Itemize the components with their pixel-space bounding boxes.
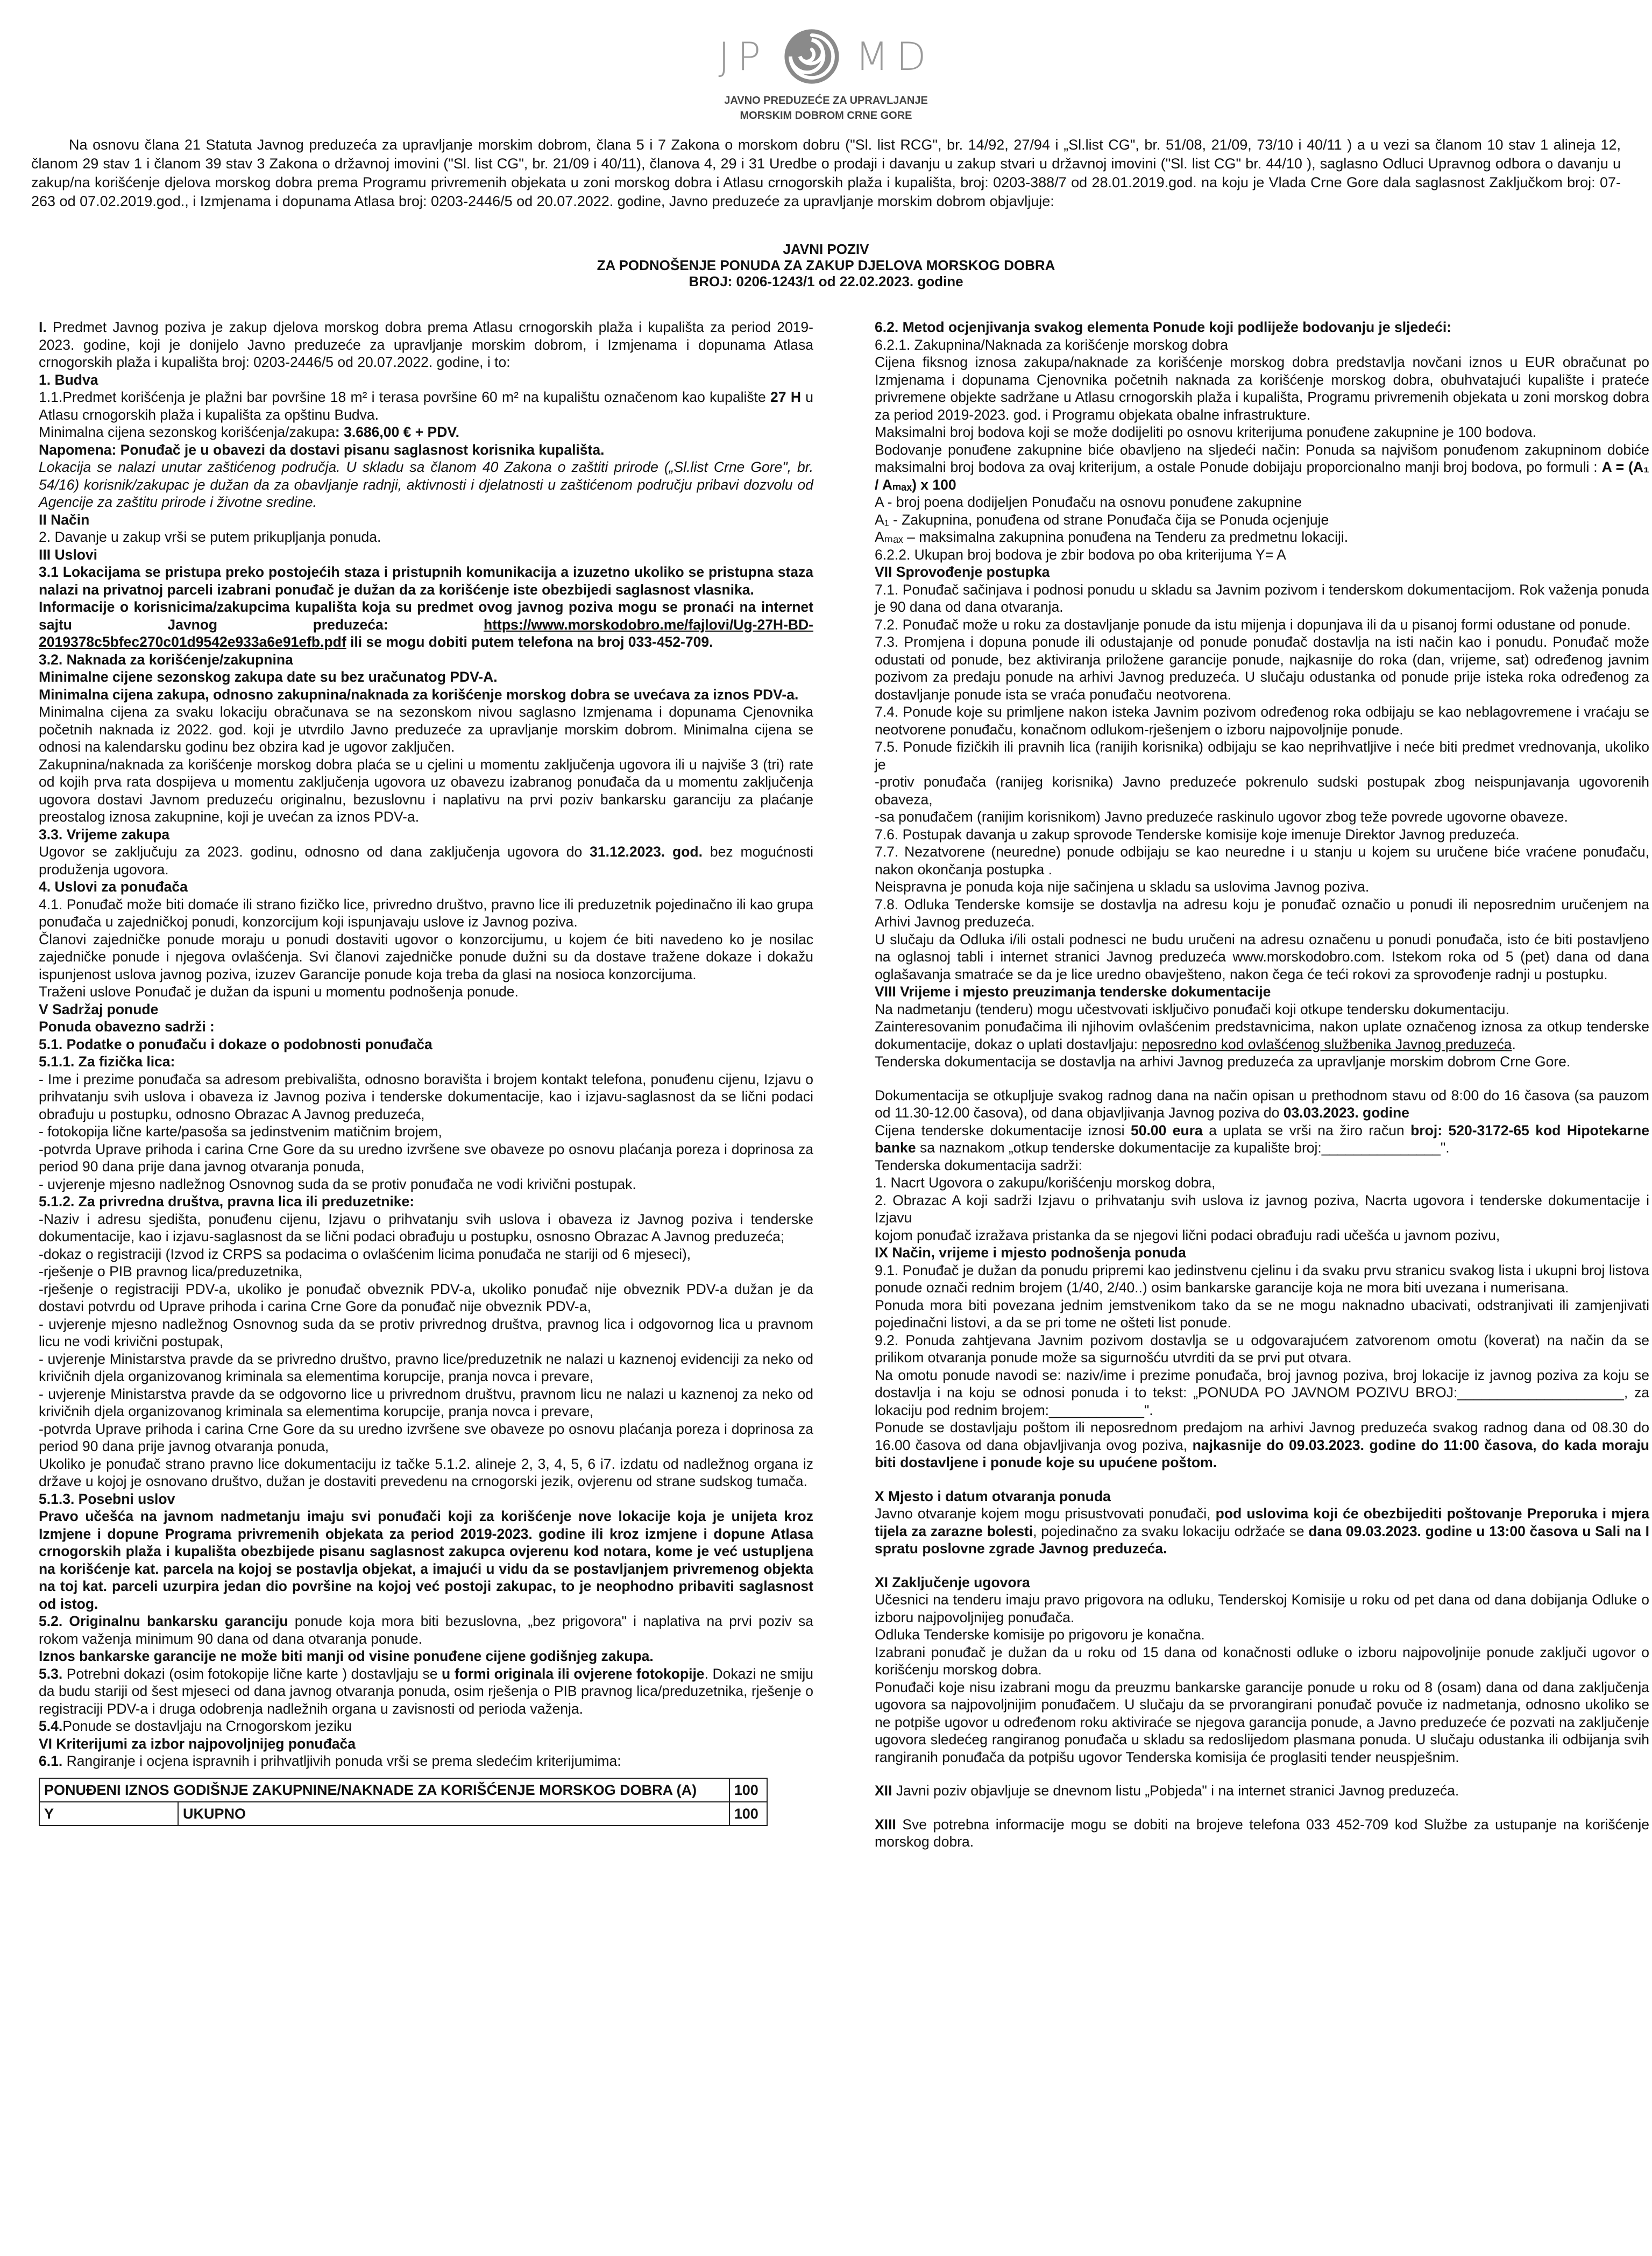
table-cell: 100: [729, 1802, 767, 1826]
list-item: Ukoliko je ponuđač strano pravno lice dokumentaciju iz tačke 5.1.2. alineje 2, 3, 4, 5, 6 i7. izdatu od nadležnog organa iz države u kojoj je osnovano društvo, dužan je dostaviti prevedenu na crnogorski jezik, ovjerenu od strane sudskog tumača.: [39, 1455, 813, 1489]
heading-x: X Mjesto i datum otvaranja ponuda: [875, 1488, 1111, 1504]
org-name-line1: JAVNO PREDUZEĆE ZA UPRAVLJANJE: [724, 95, 928, 107]
deadline: najkasnije do 09.03.2023. godine do 11:00 časova, do kada moraju biti dostavljene i ponude koje su upućene poštom.: [875, 1437, 1649, 1470]
ix-p5: [875, 1419, 1649, 1472]
lokacija-note: Lokacija se nalazi unutar zaštićenog područja. U skladu sa članom 40 Zakona o zaštiti prirode („Sl.list Crne Gore", br. 54/16) korisnik/zakupac je dužan da za obavljanje radnji, aktivnosti i djelatnosti u zaštićenom području pribavi dozvolu od Agencije za zaštitu prirode i životne sredine.: [39, 459, 813, 510]
title-line1: JAVNI POZIV: [783, 241, 869, 257]
item-text: Potrebni dokazi (osim fotokopije lične karte ) dostavljaju se: [62, 1665, 442, 1682]
xii-text: [875, 1782, 1649, 1800]
bodovanje: [875, 441, 1649, 494]
garancija-note: Iznos bankarske garancije ne može biti manji od visine ponuđene cijene godišnjeg zakupa.: [39, 1648, 654, 1664]
opening-date: dana 09.03.2023. godine u 13:00 časova u Sali na I spratu poslovne zgrade Javnog preduzeća.: [875, 1523, 1649, 1557]
dokumentacija-p6: kojom ponuđač izražava pristanka da se njegovi lični podaci obrađuju radi učešća u javnom pozivu,: [875, 1227, 1500, 1243]
ix-p3: 9.2. Ponuda zahtjevana Javnim pozivom dostavlja se u odgovarajućem zatvorenom omotu (koverat) na način da se prilikom otvaranja ponude može sa sigurnošću utvrditi da se prvi put otvara.: [875, 1332, 1649, 1366]
text: sa naznakom „otkup tenderske dokumentacije za kupalište broj:_______________".: [916, 1140, 1450, 1156]
sprov-item: 7.8. Odluka Tenderske komsije se dostavlja na adresu koju je ponuđač označio u ponudi ili neposrednim uručenjem na Arhivi Javnog preduzeća.: [875, 896, 1649, 930]
zakupnina-text: Cijena fiksnog iznosa zakupa/naknade za korišćenje morskog dobra predstavlja novčani iznos u EUR obračunat po Izmjenama i dopunama Cjenovnika početnih naknada za korišćenje morskog dobra, obuhvatajući kupalište i prateće privremene objekte sadržane u Atlasu crnogorskih plaža i kupališta, Programu privremenih objekata u zoni morskog dobra za period 2019-2023. god. i Programu objekata obalne infrastrukture.: [875, 354, 1649, 423]
vrijeme-p1: Na nadmetanju (tenderu) mogu učestvovati isključivo ponuđači koji otkupe tendersku dokumentaciju.: [875, 1001, 1509, 1017]
underlined-text: neposredno kod ovlašćenog službenika Javnog preduzeća: [1141, 1036, 1512, 1052]
info-korisnici: [39, 598, 813, 651]
right-column: [875, 319, 1649, 1851]
text: Ponude se dostavljaju poštom ili neposrednom predajom na arhivi Javnog preduzeća svakog radnog dana od 08.30 do 16.00 časova od dana objavljivanja ovog poziva,: [875, 1419, 1649, 1453]
title-block: [0, 241, 1652, 289]
heading-ix: IX Način, vrijeme i mjesto podnošenja ponuda: [875, 1244, 1186, 1261]
vrijeme-p3: Tenderska dokumentacija se dostavlja na arhivi Javnog preduzeća za upravljanje morskim dobrom Crne Gore.: [875, 1053, 1571, 1070]
xi-item: Učesnici na tenderu imaju pravo prigovora na odluku, Tenderskoj Komisije u roku od pet dana od dana dobijanja Odluke o izboru najpovoljnijeg ponuđača.: [875, 1592, 1649, 1625]
item-label: 5.3.: [39, 1665, 63, 1682]
left-column: [39, 319, 813, 1826]
list-item: -Naziv i adresu sjedišta, ponuđenu cijenu, Izjavu o prihvatanju svih uslova i obaveza iz Javnog poziva i tenderske dokumentacije, kao i izjavu-saglasnost da se lični podaci obrađuju u postupku, osnosno Obrazac A Javnog preduzeća;: [39, 1211, 813, 1244]
text: Sve potrebna informacije mogu se dobiti na brojeve telefona 033 452-709 kod Službe za ustupanje na korišćenje morskog dobra.: [875, 1816, 1649, 1850]
heading-uslovi-ponudjaca: 4. Uslovi za ponuđača: [39, 879, 188, 895]
naknada-bold-1: Minimalne cijene sezonskog zakupa date su bez uračunatog PDV-A.: [39, 669, 498, 685]
item-label: 5.2. Originalnu bankarsku garanciju: [39, 1613, 288, 1629]
heading-5-1-1: 5.1.1. Za fizička lica:: [39, 1053, 175, 1070]
criteria-table: [39, 1778, 768, 1826]
heading-5-1-3: 5.1.3. Posebni uslov: [39, 1490, 175, 1507]
list-item: -dokaz o registraciji (Izvod iz CRPS sa podacima o ovlašćenim licima ponuđača ne stariji od 6 mjeseci),: [39, 1246, 691, 1262]
section-number: I.: [39, 319, 47, 335]
item-6-1: [39, 1752, 813, 1770]
table-row: [39, 1778, 767, 1802]
end-date: 31.12.2023. god.: [590, 844, 703, 860]
dokumentacija-p5: 2. Obrazac A koji sadrži Izjavu o prihvatanju svih uslova iz javnog poziva, Nacrta ugovora i tenderske dokumentacije i Izjavu: [875, 1192, 1649, 1226]
item-text: Rangiranje i ocjena ispravnih i prihvatljivih ponuda vrši se prema sledećim kriterijumima:: [62, 1753, 621, 1769]
heading-kriterijumi: VI Kriterijumi za izbor najpovoljnijeg ponuđača: [39, 1735, 356, 1752]
xi-item: Ponuđači koje nisu izabrani mogu da preuzmu bankarske garancije ponude u roku od 8 (osam) dana od dana zaključenja ugovora sa najpovoljnijim ponuđačem. U slučaju da se prvorangirani ponuđač povuče iz nadmetanja, odnosno ukoliko se ne potpiše ugovor u određenom roku aktiviraće se njegova garancija ponude, a Javno preduzeće će pozvati na zaključenje ugovora sledećeg rangiranog ponuđača u skladu sa redoslijedom plasmana ponuda. U slučaju odustanka ili odbijanja svih rangiranih ponuđača da potpišu ugovor Tenderska komisija će proglasiti tender neuspješnim.: [875, 1679, 1649, 1765]
list-item: - uvjerenje Ministarstva pravde da se odgovorno lice u privrednom društvu, pravnom licu ne nalazi u kaznenoj za neko od krivičnih djela organizovanog kriminala sa elementima korupcije, pranja novca i prevare,: [39, 1385, 813, 1419]
sprov-item: -sa ponuđačem (ranijim korisnikom) Javno preduzeće raskinulo ugovor zbog teže povrede ugovorne obaveze.: [875, 809, 1568, 825]
heading-uslovi: III Uslovi: [39, 546, 97, 563]
bodovanje-text: Bodovanje ponuđene zakupnine biće obavljeno na sljedeći način: Ponuda sa najvišom ponuđenom zakupninom dobiće maksimalni broj bodova za ovaj kriterijum, a ostale Ponude dobijaju proporcionalno manji broj bodova, po formuli :: [875, 441, 1649, 475]
napomena: Napomena: Ponuđač je u obavezi da dostavi pisanu saglasnost korisnika kupališta.: [39, 441, 605, 458]
ix-p2: Ponuda mora biti povezana jednim jemstvenikom tako da se ne mogu naknadno ubacivati, odstranjivati ili zamjenjivati pojedinačni listovi, a da se pri tome ne ošteti list ponude.: [875, 1297, 1649, 1331]
uslovi-ponudjaca-p3: Traženi uslove Ponuđač je dužan da ispuni u momentu podnošenja ponude.: [39, 984, 519, 1000]
section-number: XII: [875, 1783, 892, 1799]
table-cell: UKUPNO: [178, 1802, 729, 1826]
heading-6-2: 6.2. Metod ocjenjivanja svakog elementa Ponude koji podliježe bodovanju je sljedeći:: [875, 319, 1452, 335]
sprov-item: -protiv ponuđača (ranijeg korisnika) Javno preduzeće pokrenulo sudski postupak zbog neispunjavanja ugovorenih obaveza,: [875, 774, 1649, 808]
item-5-4: [39, 1717, 813, 1735]
heading-5-1: 5.1. Podatke o ponuđaču i dokaze o podobnosti ponuđača: [39, 1036, 433, 1052]
text: a uplata se vrši na žiro račun: [1202, 1122, 1411, 1138]
spacer: [875, 1472, 1649, 1488]
uslovi-ponudjaca-p1: 4.1. Ponuđač može biti domaće ili strano fizičko lice, privredno društvo, pravno lice ili preduzetnik pojedinačno ili kao grupa ponuđača u zajedničkoj ponudi, konzorcijum koji ispunjavaju uslove iz Javnog poziva.: [39, 896, 813, 930]
section-predmet-text: Predmet Javnog poziva je zakup djelova morskog dobra prema Atlasu crnogorskih plaža i kupališta za period 2019-2023. godine, koji je donijelo Javno preduzeće za upravljanje morskim dobrom, i Izmjenama i dopunama Atlasa crnogorskih plaža i kupališta broj: 0203-2446/5 od 20.07.2022. godine, i to:: [39, 319, 813, 370]
sadrzaj-sub: Ponuda obavezno sadrži :: [39, 1019, 215, 1035]
table-cell: PONUĐENI IZNOS GODIŠNJE ZAKUPNINE/NAKNADE ZA KORIŠĆENJE MORSKOG DOBRA (A): [39, 1778, 729, 1802]
uslovi-ponudjaca-p2: Članovi zajedničke ponude moraju u ponudi dostaviti ugovor o konzorcijumu, u kojem će biti navedeno ko je nosilac zajedničke ponude i njegova ovlašćenja. Svi članovi zajedničke ponude dužni su da dostave tražene dokaze i dokažu ispunjenost uslova javnog poziva, izuzev Garancije ponude koja treba da glasi na nosioca konzorcijuma.: [39, 931, 813, 982]
sprov-item: 7.6. Postupak davanja u zakup sprovode Tenderske komisije koje imenuje Direktor Javnog preduzeća.: [875, 826, 1520, 843]
intro-paragraph: [31, 136, 1621, 211]
sprov-item: 7.2. Ponuđač može u roku za dostavljanje ponude da istu mijenja i dopunjava ili da u pisanoj formi odustane od ponude.: [875, 616, 1631, 633]
vrijeme-p2: [875, 1018, 1649, 1053]
list-item: -rješenje o PIB pravnog lica/preduzetnika,: [39, 1263, 303, 1279]
spacer: [875, 1558, 1649, 1574]
info-pdf-link[interactable]: https://www.morskodobro.me/fajlovi/Ug-27H-BD-2019378c5bfec270c01d9542e933a6e91efb.pdf: [39, 616, 813, 650]
heading-sadrzaj: V Sadržaj ponude: [39, 1001, 159, 1017]
item-5-2: [39, 1613, 813, 1647]
table-row: [39, 1802, 767, 1826]
text: Zainteresovanim ponuđačima ili njihovim ovlašćenim predstavnicima, nakon uplate označenog iznosa za otkup tenderske dokumentacije, dokaz o uplati dostavljaju:: [875, 1019, 1649, 1052]
deadline-date: 03.03.2023. godine: [1283, 1105, 1409, 1121]
vrijeme-zakupa-text: [39, 843, 813, 878]
title-line2: ZA PODNOŠENJE PONUDA ZA ZAKUP DJELOVA MORSKOG DOBRA: [597, 257, 1055, 273]
sprov-item: 7.4. Ponude koje su primljene nakon isteka Javnim pozivom određenog roka odbijaju se kao neblagovremene i vraćaju se neotvorene ponuđaču, konačnom odlukom-rješenjem o izboru najpovoljnije ponude.: [875, 704, 1649, 738]
table-cell: Y: [39, 1802, 178, 1826]
title-line3: BROJ: 0206-1243/1 od 22.02.2023. godine: [689, 273, 963, 289]
min-price-value: : 3.686,00 € + PDV.: [335, 424, 459, 440]
item-label: 6.1.: [39, 1753, 63, 1769]
item-1-1: [39, 388, 813, 423]
info-text: ili se mogu dobiti putem telefona na broj 033-452-709.: [346, 634, 713, 650]
heading-6-2-1: 6.2.1. Zakupnina/Naknada za korišćenje morskog dobra: [875, 336, 1228, 353]
heading-budva: 1. Budva: [39, 371, 98, 388]
document-header: [0, 22, 1652, 122]
text: Ugovor se zaključuju za 2023. godinu, odnosno od dana zaključenja ugovora do: [39, 844, 590, 860]
heading-sprovodjenje: VII Sprovođenje postupka: [875, 564, 1050, 580]
price: 50.00 eura: [1131, 1122, 1203, 1138]
list-item: - fotokopija lične karte/pasoša sa jedinstvenim matičnim brojem,: [39, 1123, 442, 1140]
x-text: [875, 1505, 1649, 1558]
dokumentacija-p3: Tenderska dokumentacija sadrži:: [875, 1157, 1082, 1173]
section-predmet: [39, 319, 813, 371]
item-text: u Atlasu crnogorskih plaža i kupališta za opštinu Budva.: [39, 389, 813, 423]
section-number: XIII: [875, 1816, 896, 1833]
dokumentacija-p2: [875, 1122, 1649, 1157]
sprov-item: 7.7. Nezatvorene (neuredne) ponude odbijaju se kao neuredne i u stanju u kojem su uručene biće vraćene ponuđaču, nakon okončanja postupka .: [875, 844, 1649, 878]
sprov-item: Neispravna je ponuda koja nije sačinjena u skladu sa uslovima Javnog poziva.: [875, 879, 1370, 895]
item-text: . Dokazi ne smiju da budu stariji od šest mjeseci od dana javnog otvaranja ponuda, osim rješenja o PIB pravnog lica/preduzetnika, rješenje o registraciji PDV-a i druga odobrenja nadležnih organa u zavisnosti od perioda važenja.: [39, 1665, 814, 1717]
spacer: [875, 1766, 1649, 1782]
spacer: [875, 1800, 1649, 1816]
formula: A = (A₁ / Aₘₐₓ) x 100: [875, 459, 1649, 493]
list-item: -potvrda Uprave prihoda i carina Crne Gore da su uredno izvršene sve obaveze po osnovu plaćanja poreza i doprinosa za period 90 dana prije dana javnog otvaranja ponuda,: [39, 1141, 813, 1175]
list-item: -potvrda Uprave prihoda i carina Crne Gore da su uredno izvršene sve obaveze po osnovu plaćanja poreza i doprinosa za period 90 dana prije javnog otvaranja ponuda,: [39, 1420, 813, 1454]
heading-vrijeme-zakupa: 3.3. Vrijeme zakupa: [39, 826, 170, 843]
heading-naknada: 3.2. Naknada za korišćenje/zakupnina: [39, 651, 293, 668]
min-price-label: Minimalna cijena sezonskog korišćenja/zakupa: [39, 424, 335, 440]
heading-5-1-2: 5.1.2. Za privredna društva, pravna lica ili preduzetnike:: [39, 1193, 415, 1210]
list-item: - uvjerenje mjesno nadležnog Osnovnog suda da se protiv ponuđača ne vodi krivični postupak.: [39, 1176, 636, 1192]
sprov-item: 7.5. Ponude fizičkih ili pravnih lica (ranijih korisnika) odbijaju se kao neprihvatljive i neće biti predmet vrednovanja, ukoliko je: [875, 739, 1649, 773]
sprov-item: U slučaju da Odluka i/ili ostali podnesci ne budu uručeni na adresu označenu u ponudi ponuđača, isto će biti postavljeno na oglasnoj tabli i internet stranici Javnog preduzeća www.morskodobro.com. Istekom roka od 5 (pet) dana od dana oglašavanja smatraće se da je lice uredno obavješteno, nakon čega će teći rokovi za sprovođenje radnji u postupku.: [875, 931, 1649, 982]
xiii-text: [875, 1816, 1649, 1851]
list-item: - Ime i prezime ponuđača sa adresom prebivališta, odnosno boravišta i brojem kontakt telefona, ponuđenu cijenu, Izjavu o prihvatanju svih uslova i obaveza iz Javnog poziva i tenderske dokumentacije, kao i izjavu-saglasnost da se lični podaci obrađuju u postupku, odnosno Obrazac A Javnog preduzeća,: [39, 1071, 813, 1122]
text: , pojedinačno za svaku lokaciju održaće se: [1033, 1523, 1309, 1539]
legend-item: 6.2.2. Ukupan broj bodova je zbir bodova po oba kriterijuma Y= A: [875, 546, 1286, 563]
ix-p4: Na omotu ponude navodi se: naziv/ime i prezime ponuđača, broj javnog poziva, broj lokacije iz javnog poziva za koju se dostavlja i na koju se odnosi ponuda i to tekst: „PONUDA PO JAVNOM POZIVU BROJ:_____________________, za lokaciju pod rednim brojem:____________".: [875, 1367, 1649, 1418]
min-price: [39, 423, 813, 441]
heading-nacin: II Način: [39, 511, 90, 528]
info-text: Informacije o korisnicima/zakupcima kupališta koja su predmet ovog javnog poziva mogu se pronaći na internet sajtu Javnog preduzeća:: [39, 599, 813, 633]
shell-logo-icon: [782, 27, 841, 86]
item-5-3: [39, 1665, 813, 1718]
text: Cijena tenderske dokumentacije iznosi: [875, 1122, 1131, 1138]
text: Javno otvaranje kojem mogu prisustvovati ponuđači,: [875, 1505, 1216, 1522]
list-item: - uvjerenje mjesno nadležnog Osnovnog suda da se protiv privrednog društva, pravnog lica i odgovornog lica u pravnom licu ne vodi krivični postupak,: [39, 1316, 813, 1349]
org-name-line2: MORSKIM DOBROM CRNE GORE: [740, 110, 912, 122]
heading-vrijeme-mjesto: VIII Vrijeme i mjesto preuzimanja tenderske dokumentacije: [875, 984, 1271, 1000]
item-text: 1.1.Predmet korišćenja je plažni bar površine 18 m² i terasa površine 60 m² na kupalištu označenom kao kupalište: [39, 389, 771, 405]
item-text: ponude koja mora biti bezuslovna, „bez prigovora" i naplativa na prvi poziv sa rokom važenja minimum 90 dana od dana otvaranja ponude.: [39, 1613, 813, 1647]
text: bez mogućnosti produženja ugovora.: [39, 844, 814, 878]
ix-p1: 9.1. Ponuđač je dužan da ponudu pripremi kao jedinstvenu cjelinu i da svaku prvu stranicu svakog lista i ukupni broj listova ponude označi rednim brojem (1/40, 2/40..) osim bankarske garancije koja ne mora biti uvezana i numerisana.: [875, 1262, 1649, 1296]
text: Javni poziv objavljuje se dnevnom listu „Pobjeda" i na internet stranici Javnog preduzeća.: [892, 1783, 1459, 1799]
item-text: Ponude se dostavljaju na Crnogorskom jeziku: [62, 1718, 352, 1734]
legend-item: Aₘₐₓ – maksimalna zakupnina ponuđena na Tenderu za predmetnu lokaciji.: [875, 529, 1349, 545]
text: Dokumentacija se otkupljuje svakog radnog dana na način opisan u prethodnom stavu od 8:00 do 16 časova (sa pauzom od 11.30-12.00 časova), od dana objavljivanja Javnog poziva do: [875, 1087, 1649, 1121]
nacin-text: 2. Davanje u zakup vrši se putem prikupljanja ponuda.: [39, 529, 381, 545]
bank-account: broj: 520-3172-65 kod Hipotekarne banke: [875, 1122, 1649, 1156]
heading-xi: XI Zaključenje ugovora: [875, 1574, 1030, 1590]
text: .: [1512, 1036, 1516, 1052]
item-bold: u formi originala ili ovjerene fotokopije: [442, 1665, 705, 1682]
sprov-item: 7.1. Ponuđač sačinjava i podnosi ponudu u skladu sa Javnim pozivom i tenderskom dokumentacijom. Rok važenja ponuda je 90 dana od dana otvaranja.: [875, 581, 1649, 615]
uslovi-3-1: 3.1 Lokacijama se pristupa preko postojećih staza i pristupnih komunikacija a izuzetno ukoliko se pristupna staza nalazi na privatnoj parceli izabrani ponuđač je dužan da za korišćenje iste obezbijedi saglasnost vlasnika.: [39, 564, 813, 598]
naknada-p2: Zakupnina/naknada za korišćenje morskog dobra plaća se u cjelini u momentu zaključenja ugovora ili u najviše 3 (tri) rate od kojih prva rata dospijeva u momentu zaključenja ugovora uz obavezu izabranog ponuđača da u momentu zaključenja ugovora dostavi Javnom preduzeću originalnu, bezuslovnu i naplativu na prvi poziv bankarsku garanciju za plaćanje preostalog iznosa zakupnine, koji je uvećan za iznos PDV-a.: [39, 756, 813, 825]
naknada-bold-2: Minimalna cijena zakupa, odnosno zakupnina/naknada za korišćenje morskog dobra se uvećava za iznos PDV-a.: [39, 686, 799, 703]
list-item: -rješenje o registraciji PDV-a, ukoliko je ponuđač obveznik PDV-a, ukoliko ponuđač nije obveznik PDV-a dužan je da dostavi potvrdu od Uprave prihoda i carina Crne Gore da ponuđač nije obveznik PDV-a,: [39, 1281, 813, 1314]
dokumentacija-p1: [875, 1087, 1649, 1122]
bold-text: pod uslovima koji će obezbijediti poštovanje Preporuka i mjera tijela za zarazne bolesti: [875, 1505, 1649, 1539]
item-label: 5.4.: [39, 1718, 63, 1734]
legend-item: A₁ - Zakupnina, ponuđena od strane Ponuđača čija se Ponuda ocjenjuje: [875, 511, 1329, 528]
posebni-uslov-text: Pravo učešća na javnom nadmetanju imaju svi ponuđači koji za korišćenje nove lokacije koja je unijeta kroz Izmjene i dopune Programa privremenih objekata za period 2019-2023. godine ili kroz izmjene i dopune Atlasa crnogorskih plaža i kupališta obezbijede pisanu saglasnost zakupca ovjerenu kod notara, kome je već ustupljena na korišćenje kat. parcela na kojoj se postavlja objekat, a imajući u vidu da se postavljanjem privremenog objekta na toj kat. parceli uzurpira jedan dio površine na kojoj već postoji zakupac, to je neophodno pribaviti saglasnost od istog.: [39, 1508, 813, 1612]
legend-item: A - broj poena dodijeljen Ponuđaču na osnovu ponuđene zakupnine: [875, 494, 1302, 510]
naknada-p1: Minimalna cijena za svaku lokaciju obračunava se na sezonskom nivou saglasno Izmjenama i dopunama Cjenovnika početnih naknada iz 2022. god. koji je utvrdilo Javno preduzeće za upravljanje morskim dobrom. Minimalna cijena se odnosi na kalendarsku godinu bez obzira kad je ugovor zaključen.: [39, 704, 813, 755]
logo-left-letters: JP: [718, 33, 769, 79]
list-item: - uvjerenje Ministarstva pravde da se privredno društvo, pravno lice/preduzetnik ne nalazi u kaznenoj evidenciji za neko od krivičnih djela organizovanog kriminala sa elementima korupcije, pranja novca i prevare,: [39, 1350, 813, 1384]
intro-text: Na osnovu člana 21 Statuta Javnog preduzeća za upravljanje morskim dobrom, člana 5 i 7 Zakona o morskom dobru ("Sl. list RCG", br. 14/92, 27/94 i „Sl.list CG", br. 51/08, 21/09, 73/10 i 40/11 ) a u vezi sa članom 10 stav 1 alineja 12, članom 29 stav 1 i članom 39 stav 3 Zakona o državnoj imovini ("Sl. list CG", br. 21/09 i 40/11), članova 4, 29 i 31 Uredbe o prodaji i davanju u zakup stvari u državnoj imovini ("Sl. list CG" br. 44/10 ), saglasno Odluci Upravnog odbora o davanju u zakup/na korišćenje djelova morskog dobra prema Programu privremenih objekata u zoni morskog dobra i Atlasu crnogorskih plaža i kupališta, broj: 0203-388/7 od 28.01.2019.god. na koju je Vlada Crne Gore dala saglasnost Zaključkom broj: 07-263 od 07.02.2019.god., i Izmjenama i dopunama Atlasa broj: 0203-2446/5 od 20.07.2022. godine, Javno preduzeće za upravljanje morskim dobrom objavljuje:: [31, 137, 1621, 209]
kupaliste-code: 27 H: [770, 389, 801, 405]
logo: [0, 22, 1652, 91]
sprov-item: 7.3. Promjena i dopuna ponude ili odustajanje od ponude ponuđač dostavlja na isti način kao i ponudu. Ponuđač može odustati od ponude, bez aktiviranja priložene garancije ponude, najkasnije do roka (dan, vrijeme, sat) određenog javnim pozivom za predaju ponude na arhivi Javnog preduzeća. U slučaju odustanka od ponude prije isteka roka određenog za dostavljanje ponude ista se vraća ponuđaču neotvorena.: [875, 634, 1649, 703]
table-cell: 100: [729, 1778, 767, 1802]
max-bodova: Maksimalni broj bodova koji se može dodijeliti po osnovu kriterijuma ponuđene zakupnine je 100 bodova.: [875, 424, 1537, 440]
xi-item: Odluka Tenderske komisije po prigovoru je konačna.: [875, 1626, 1205, 1643]
xi-item: Izabrani ponuđač je dužan da u roku od 15 dana od konačnosti odluke o izboru najpovoljnije ponude zaključi ugovor o korišćenju morskog dobra.: [875, 1644, 1649, 1678]
dokumentacija-p4: 1. Nacrt Ugovora o zakupu/korišćenju morskog dobra,: [875, 1175, 1216, 1191]
logo-right-letters: MD: [855, 33, 934, 79]
spacer: [875, 1071, 1649, 1087]
